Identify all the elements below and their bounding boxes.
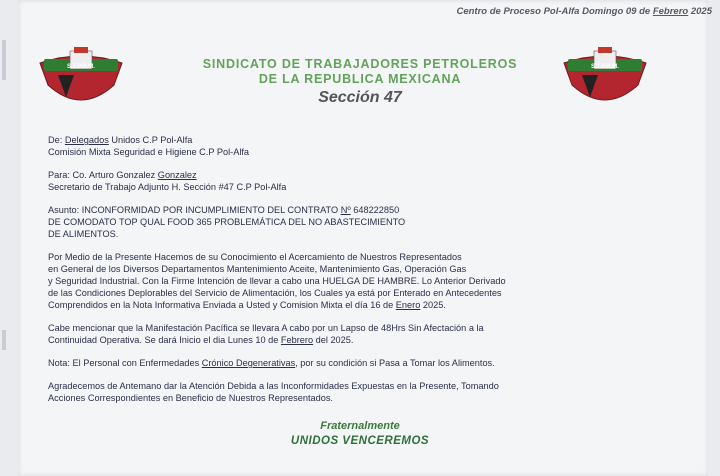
closing-paragraph-line1: Agradecemos de Antemano dar la Atención Debida a las Inconformidades Expuestas en la Presente, Tomando: [48, 381, 499, 391]
paragraph1-line2: en General de los Diversos Departamentos Mantenimiento Aceite, Mantenimiento Gas, Operación Gas: [48, 264, 467, 274]
from-label: De:: [48, 135, 63, 145]
to-prefix: Para: Co. Arturo Gonzalez: [48, 170, 158, 180]
header-month: Febrero: [652, 6, 689, 17]
paragraph2-month: Febrero: [280, 335, 314, 345]
header-location-date: [456, 6, 712, 17]
org-name-line2: DE LA REPUBLICA MEXICANA: [258, 72, 462, 86]
note-underlined: Crónico Degenerativas: [201, 358, 296, 368]
from-line1: [48, 134, 688, 146]
paragraph1-line1: Por Medio de la Presente Hacemos de su Conocimiento el Acercamiento de Nuestros Representados: [48, 252, 462, 262]
to-line1: [48, 169, 688, 181]
paragraph1-line4: de las Condiciones Deplorables del Servicio de Alimentación, los Cuales ya está por Enterado en Antecedentes: [48, 288, 502, 298]
logo-text: S.T.P.R.M.: [591, 64, 619, 70]
closing-paragraph-line2: Acciones Correspondientes en Beneficio de Nuestros Representados.: [48, 393, 333, 403]
subject-line2: DE COMODATO TOP QUAL FOOD 365 PROBLEMÁTICA DEL NO ABASTECIMIENTO: [48, 217, 406, 227]
signoff-fraternally: Fraternalmente: [320, 420, 400, 432]
signoff-motto: UNIDOS VENCEREMOS: [290, 435, 430, 447]
subject-text: Asunto: INCONFORMIDAD POR INCUMPLIMIENTO DEL CONTRATO: [48, 205, 341, 215]
paragraph1-line3: y Seguridad Industrial. Con la Firme Intención de llevar a cabo una HUELGA DE HAMBRE. Lo Anterior Derivado: [48, 276, 506, 286]
subject-number: 648222850: [350, 205, 400, 215]
paragraph2-line1: Cabe mencionar que la Manifestación Pacífica se llevara A cabo por un Lapso de 48Hrs Sin Afectación a la: [48, 323, 484, 333]
section-title: Sección 47: [318, 89, 402, 106]
logo-text: S.T.P.R.M.: [67, 64, 95, 70]
from-line2: Comisión Mixta Seguridad e Higiene C.P Pol-Alfa: [48, 147, 250, 157]
paragraph1-month: Enero: [395, 300, 421, 310]
org-name-line1: SINDICATO DE TRABAJADORES PETROLEROS: [202, 57, 518, 71]
note-suffix: , por su condición si Pasa a Tomar los Alimentos.: [295, 358, 495, 368]
paragraph2-line2-prefix: Continuidad Operativa. Se dará Inicio el dia Lunes 10 de: [48, 335, 281, 345]
subject-line1: [48, 204, 688, 216]
from-rest: Unidos C.P Pol-Alfa: [108, 135, 193, 145]
to-line2: Secretario de Trabajo Adjunto H. Sección #47 C.P Pol-Alfa: [48, 182, 287, 192]
subject-no-symbol: Nº: [340, 205, 351, 215]
paragraph1-line5-suffix: 2025.: [420, 300, 446, 310]
to-surname: Gonzalez: [157, 170, 197, 180]
paragraph1-line5: [48, 299, 688, 311]
note-line: [48, 357, 688, 369]
note-prefix: Nota: El Personal con Enfermedades: [48, 358, 202, 368]
paragraph2-line2-suffix: del 2025.: [313, 335, 354, 345]
letter-body: [48, 134, 688, 404]
subject-line3: DE ALIMENTOS.: [48, 229, 119, 239]
paragraph1-line5-prefix: Comprendidos en la Nota Informativa Enviada a Usted y Comision Mixta el día 16 de: [48, 300, 396, 310]
from-delegates: Delegados: [64, 135, 109, 145]
paragraph2-line2: [48, 334, 688, 346]
header-location-text: Centro de Proceso Pol-Alfa Domingo 09 de: [456, 6, 651, 17]
margin-mark: [2, 330, 6, 350]
header-year: 2025: [690, 6, 712, 17]
